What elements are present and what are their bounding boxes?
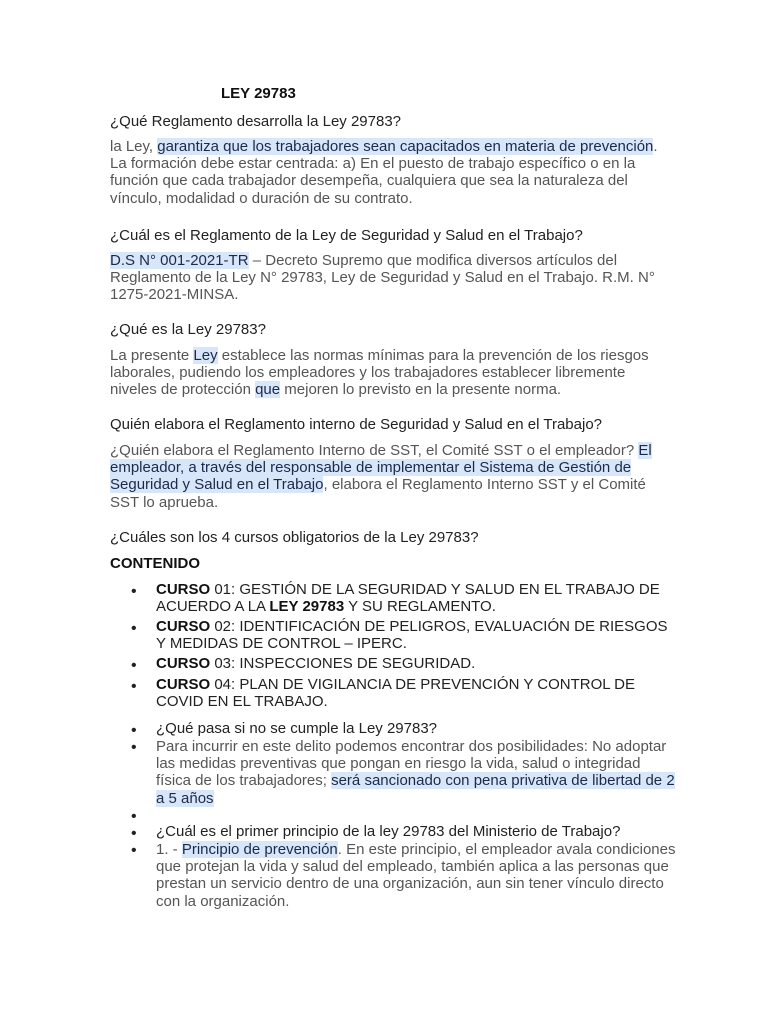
answer-3-highlight-ley: Ley — [193, 347, 218, 364]
answer-4-prefix: ¿Quién elabora el Reglamento Interno de SST, el Comité SST o el empleador? — [110, 442, 639, 459]
question-3: ¿Qué es la Ley 29783? — [110, 321, 266, 338]
bullet: • — [131, 620, 137, 637]
bullet: • — [131, 657, 137, 674]
course-1-text: 01: GESTIÓN DE LA SEGURIDAD Y SALUD EN EL TRABAJO DE ACUERDO A LA — [156, 581, 660, 615]
answer-7-prefix: 1. - — [156, 841, 182, 858]
contenido-heading: CONTENIDO — [110, 555, 200, 572]
course-item-3 — [156, 656, 676, 673]
course-4-text: 04: PLAN DE VIGILANCIA DE PREVENCIÓN Y CONTROL DE COVID EN EL TRABAJO. — [156, 676, 636, 710]
answer-7 — [156, 841, 676, 910]
bullet-empty: • — [131, 808, 137, 825]
answer-3-part2: establece las normas mínimas para la prevención de los riesgos laborales, pudiendo los empleadores y los trabajadores establecer libremente niveles de protección — [110, 347, 649, 399]
question-4: Quién elabora el Reglamento interno de Seguridad y Salud en el Trabajo? — [110, 416, 602, 433]
bullet: • — [131, 739, 137, 756]
course-1-law: LEY 29783 — [269, 597, 345, 615]
question-2: ¿Cuál es el Reglamento de la Ley de Seguridad y Salud en el Trabajo? — [110, 227, 583, 244]
answer-3-part1: La presente — [110, 347, 194, 364]
answer-2-rest: – Decreto Supremo que modifica diversos artículos del Reglamento de la Ley N° 29783, Ley de Seguridad y Salud en el Trabajo. R.M. N° 1275-2021-MINSA. — [110, 252, 655, 304]
bullet: • — [131, 583, 137, 600]
question-5: ¿Cuáles son los 4 cursos obligatorios de la Ley 29783? — [110, 529, 479, 546]
bullet: • — [131, 825, 137, 842]
answer-4-rest: , elabora el Reglamento Interno SST y el Comité SST lo aprueba. — [110, 476, 646, 511]
answer-6-prefix: Para incurrir en este delito podemos encontrar dos posibilidades: No adoptar las medidas preventivas que pongan en riesgo la vida, salud o integridad física de los trabajadores; — [156, 738, 667, 790]
question-6: ¿Qué pasa si no se cumple la Ley 29783? — [156, 720, 438, 737]
answer-6 — [156, 738, 676, 807]
question-7: ¿Cuál es el primer principio de la ley 29783 del Ministerio de Trabajo? — [156, 823, 621, 840]
question-1: ¿Qué Reglamento desarrolla la Ley 29783? — [110, 113, 402, 130]
answer-3-highlight-que: que — [255, 381, 281, 399]
answer-6-highlight: será sancionado con pena privativa de libertad de 2 a 5 años — [156, 772, 675, 807]
course-item-1 — [156, 582, 676, 615]
answer-1 — [110, 138, 670, 207]
course-2-text: 02: IDENTIFICACIÓN DE PELIGROS, EVALUACIÓN DE RIESGOS Y MEDIDAS DE CONTROL – IPERC. — [156, 618, 668, 652]
answer-2-highlight: D.S N° 001-2021-TR — [110, 252, 249, 269]
answer-7-highlight: Principio de prevención — [181, 841, 338, 858]
answer-1-prefix: la Ley, — [110, 138, 158, 155]
answer-2 — [110, 252, 670, 304]
answer-3-part3: mejoren lo previsto en la presente norma. — [280, 381, 562, 399]
bullet: • — [131, 678, 137, 695]
answer-1-highlight: garantiza que los trabajadores sean capacitados en materia de prevención — [157, 138, 654, 155]
course-1-label: CURSO — [156, 581, 211, 598]
course-2-label: CURSO — [156, 618, 211, 635]
answer-4-highlight: El empleador, a través del responsable de implementar el Sistema de Gestión de Seguridad y Salud en el Trabajo — [110, 442, 652, 494]
course-3-text: 03: INSPECCIONES DE SEGURIDAD. — [210, 655, 476, 672]
course-3-label: CURSO — [156, 655, 211, 672]
course-1-text2: Y SU REGLAMENTO. — [344, 597, 496, 615]
course-4-label: CURSO — [156, 676, 211, 693]
bullet: • — [131, 722, 137, 739]
answer-4 — [110, 442, 670, 511]
answer-7-rest: . En este principio, el empleador avala condiciones que protejan la vida y salud del empleado, también aplica a las personas que prestan un servicio dentro de una organización, aun sin tener vínculo directo con la organización. — [156, 841, 676, 910]
course-item-4 — [156, 677, 676, 710]
answer-1-rest: . La formación debe estar centrada: a) En el puesto de trabajo específico o en la función que cada trabajador desempeña, cualquiera que sea la naturaleza del vínculo, modalidad o duración de su contrato. — [110, 138, 658, 207]
course-item-2 — [156, 619, 676, 652]
answer-3 — [110, 347, 670, 399]
bullet: • — [131, 842, 137, 859]
document-title: LEY 29783 — [221, 85, 296, 102]
